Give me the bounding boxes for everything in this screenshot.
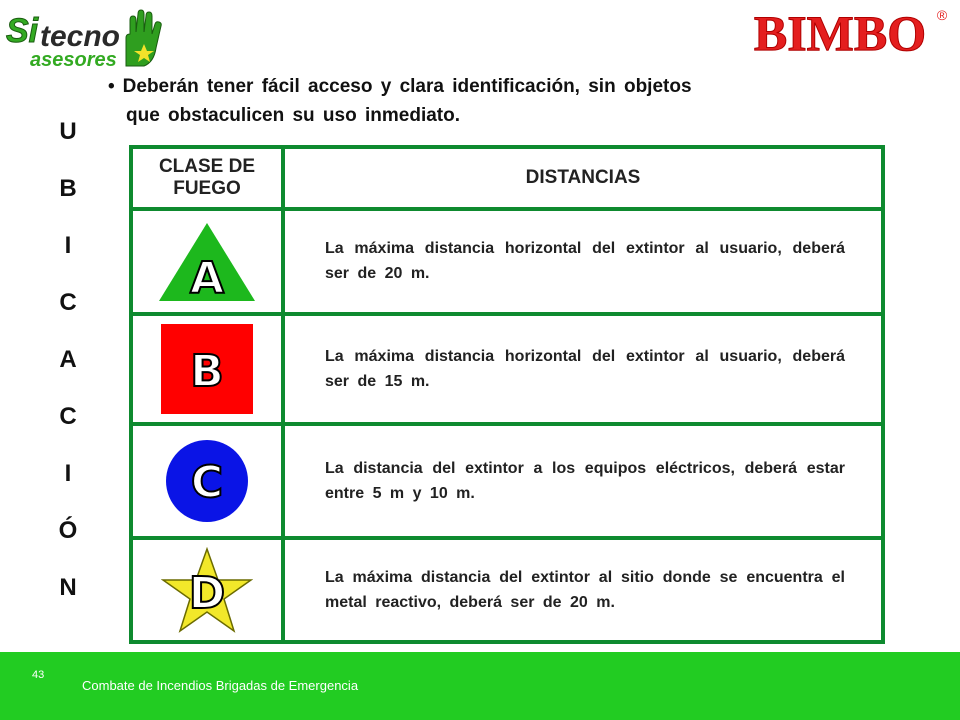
class-a-letter: A (189, 253, 225, 304)
class-c-cell (131, 424, 283, 537)
page-number: 43 (32, 669, 45, 681)
class-b-square-icon (161, 324, 253, 414)
class-d-distance-text: La máxima distancia del extintor al sitio donde se encuentra el metal reactivo, deberá ser de 20 m. (283, 538, 883, 642)
hand-icon (126, 10, 161, 66)
table-row (131, 538, 883, 642)
class-c-distance-text: La distancia del extintor a los equipos eléctricos, deberá estar entre 5 m y 10 m. (283, 424, 883, 537)
table-row (131, 314, 883, 424)
class-a-distance-text: La máxima distancia horizontal del extintor al usuario, deberá ser de 20 m. (283, 209, 883, 313)
table-row (131, 209, 883, 313)
vertical-letter: N (59, 574, 77, 601)
vertical-letter: B (59, 175, 77, 202)
class-c-letter: C (190, 456, 224, 508)
logo-asesores-text: asesores (30, 49, 117, 71)
vertical-letter: C (59, 289, 77, 316)
bullet-dot-icon: • (108, 76, 115, 97)
footer-bar (0, 652, 960, 720)
class-a-cell (131, 209, 283, 313)
intro-bullet (108, 72, 884, 130)
intro-line-1: Deberán tener fácil acceso y clara identificación, sin objetos (122, 76, 692, 97)
registered-mark: ® (936, 7, 948, 23)
vertical-letter: I (64, 460, 72, 487)
class-d-cell (131, 538, 283, 642)
bimbo-text: BIMBO (753, 5, 927, 61)
header-distances: DISTANCIAS (283, 147, 883, 209)
class-b-distance-text: La máxima distancia horizontal del extintor al usuario, deberá ser de 15 m. (283, 314, 883, 424)
class-d-letter: D (188, 567, 226, 619)
table-row (131, 424, 883, 537)
class-c-circle-icon (165, 439, 249, 523)
class-a-triangle-icon (157, 219, 257, 303)
logo-tecno-text: tecno (40, 20, 121, 53)
intro-line-2: que obstaculicen su uso inmediato. (126, 105, 460, 126)
class-d-star-icon (161, 547, 253, 633)
table-header-row (131, 147, 883, 209)
logo-si-text: Si (6, 12, 39, 50)
bimbo-logo (738, 0, 952, 62)
vertical-letter: A (59, 346, 77, 373)
vertical-letter: C (59, 403, 77, 430)
vertical-title-ubicacion (40, 114, 96, 627)
footer-title: Combate de Incendios Brigadas de Emergencia (82, 678, 359, 693)
class-b-cell (131, 314, 283, 424)
fire-class-table (129, 145, 885, 644)
class-b-letter: B (190, 345, 224, 397)
header-fire-class-line-1: CLASE DE (158, 156, 256, 178)
vertical-letter: I (64, 232, 72, 259)
sitecno-logo (4, 4, 164, 74)
vertical-letter: U (59, 118, 77, 145)
vertical-letter: Ó (58, 517, 78, 544)
header-fire-class-line-2: FUEGO (173, 178, 241, 200)
header-fire-class (131, 147, 283, 209)
